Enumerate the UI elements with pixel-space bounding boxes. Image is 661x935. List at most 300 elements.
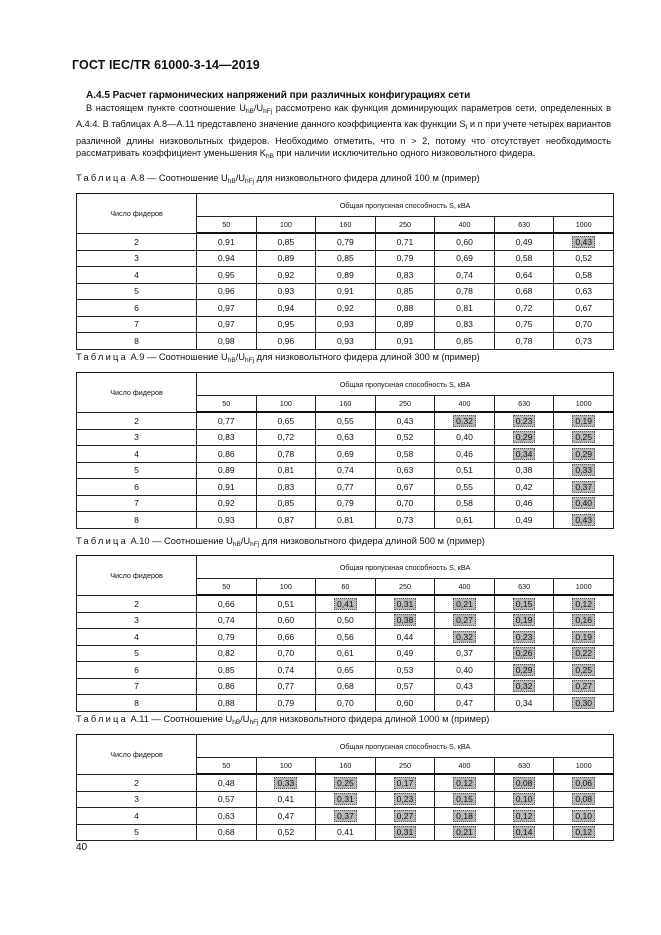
value-cell: [256, 824, 316, 841]
table-row: [77, 629, 614, 646]
value-cell: [316, 250, 376, 267]
value-cell: [554, 412, 614, 429]
value-cell: [435, 791, 495, 808]
column-header: 1000: [554, 217, 614, 234]
value-cell: [494, 808, 554, 825]
table-row: [77, 595, 614, 612]
column-header: 400: [435, 579, 495, 596]
value-text: 0,91: [217, 236, 235, 247]
value-cell: [256, 612, 316, 629]
value-text: 0,33: [274, 777, 297, 789]
value-text: 0,74: [456, 269, 473, 280]
value-text: 0,79: [396, 253, 414, 264]
value-cell: [197, 791, 257, 808]
value-text: 0,49: [396, 648, 414, 659]
table-row: [77, 645, 614, 662]
value-cell: [256, 512, 316, 529]
value-cell: [197, 446, 257, 463]
value-text: 0,43: [572, 236, 595, 248]
table-row: [77, 316, 614, 333]
value-text: 0,71: [396, 236, 414, 247]
value-cell: [554, 662, 614, 679]
value-text: 0,16: [572, 614, 595, 626]
feeder-count-cell: 3: [77, 250, 197, 267]
row-header-cell: Число фидеров: [77, 556, 197, 596]
column-header: 1000: [554, 579, 614, 596]
value-text: 0,91: [396, 335, 414, 346]
value-text: 0,69: [456, 253, 473, 264]
column-header: 100: [256, 579, 316, 596]
value-cell: [375, 612, 435, 629]
value-text: 0,85: [456, 335, 473, 346]
value-text: 0,70: [575, 319, 593, 330]
value-cell: [435, 512, 495, 529]
value-cell: [435, 233, 495, 250]
feeder-count-cell: 4: [77, 629, 197, 646]
value-cell: [435, 662, 495, 679]
caption-sub-1: hB: [232, 719, 241, 726]
value-text: 0,86: [217, 448, 235, 459]
value-cell: [435, 595, 495, 612]
value-cell: [375, 645, 435, 662]
column-header: 400: [435, 758, 495, 775]
value-cell: [494, 429, 554, 446]
value-cell: [375, 333, 435, 350]
value-cell: [375, 662, 435, 679]
caption-text: — Соотношение U: [152, 536, 233, 546]
para-text-5: при наличии исключительно одного низковольтного фидера.: [273, 147, 536, 158]
value-cell: [554, 479, 614, 496]
value-cell: [316, 774, 376, 791]
value-text: 0,63: [217, 810, 235, 821]
feeder-count-cell: 2: [77, 233, 197, 250]
value-text: 0,29: [572, 448, 595, 460]
value-text: 0,74: [337, 465, 354, 476]
feeder-count-cell: 7: [77, 678, 197, 695]
column-group-header: Общая пропускная способность S, кВА: [197, 194, 614, 217]
header-row: [77, 735, 614, 758]
caption-end: для низковольтного фидера длиной 1000 м (пример): [258, 714, 490, 724]
column-group-header: Общая пропускная способность S, кВА: [197, 556, 614, 579]
value-cell: [494, 791, 554, 808]
page-number: 40: [76, 842, 88, 853]
value-cell: [197, 595, 257, 612]
value-text: 0,29: [513, 664, 536, 676]
table-row: [77, 495, 614, 512]
value-text: 0,23: [394, 793, 417, 805]
value-text: 0,10: [513, 793, 536, 805]
value-text: 0,78: [515, 335, 533, 346]
value-cell: [316, 333, 376, 350]
value-cell: [197, 316, 257, 333]
value-text: 0,22: [572, 647, 595, 659]
value-cell: [316, 479, 376, 496]
value-cell: [197, 774, 257, 791]
value-cell: [435, 283, 495, 300]
feeder-count-cell: 3: [77, 429, 197, 446]
feeder-count-cell: 8: [77, 333, 197, 350]
value-cell: [256, 629, 316, 646]
column-header: 250: [375, 579, 435, 596]
para-sub-3: t: [465, 124, 468, 132]
feeder-count-cell: 5: [77, 283, 197, 300]
value-cell: [197, 678, 257, 695]
value-text: 0,47: [277, 810, 295, 821]
value-cell: [554, 595, 614, 612]
value-cell: [316, 462, 376, 479]
column-header: 160: [316, 217, 376, 234]
value-text: 0,58: [575, 269, 593, 280]
feeder-count-cell: 6: [77, 479, 197, 496]
value-cell: [494, 774, 554, 791]
caption-word: Таблица: [76, 352, 128, 362]
value-cell: [435, 695, 495, 712]
value-cell: [375, 791, 435, 808]
value-cell: [494, 495, 554, 512]
value-text: 0,34: [515, 697, 533, 708]
value-text: 0,83: [217, 432, 235, 443]
column-header: 250: [375, 396, 435, 413]
caption-sub-2: hFj: [250, 541, 260, 548]
value-cell: [435, 808, 495, 825]
feeder-count-cell: 2: [77, 774, 197, 791]
value-cell: [494, 595, 554, 612]
value-cell: [256, 316, 316, 333]
value-text: 0,60: [277, 615, 295, 626]
value-cell: [375, 429, 435, 446]
value-cell: [316, 678, 376, 695]
value-text: 0,81: [337, 514, 354, 525]
value-text: 0,19: [572, 631, 595, 643]
value-cell: [554, 316, 614, 333]
feeder-count-cell: 8: [77, 512, 197, 529]
value-text: 0,83: [396, 269, 414, 280]
value-text: 0,95: [217, 269, 235, 280]
header-row: [77, 556, 614, 579]
value-cell: [375, 462, 435, 479]
value-text: 0,43: [572, 514, 595, 526]
value-cell: [375, 678, 435, 695]
value-text: 0,81: [456, 302, 473, 313]
value-text: 0,38: [394, 614, 417, 626]
value-cell: [375, 629, 435, 646]
caption-number: А.10: [130, 536, 150, 546]
column-header: 400: [435, 396, 495, 413]
para-text-3: рассмотрено как функция доминирующих параметров сети, определенных в А.4.4. В таблицах А.8—А.11 представлено значение данного коэффициента как функции S: [76, 103, 611, 130]
value-cell: [554, 446, 614, 463]
value-cell: [494, 233, 554, 250]
value-cell: [435, 824, 495, 841]
value-text: 0,48: [217, 777, 235, 788]
value-text: 0,83: [277, 481, 295, 492]
value-cell: [197, 429, 257, 446]
caption-sub-1: hB: [232, 541, 241, 548]
value-text: 0,75: [515, 319, 533, 330]
value-cell: [435, 300, 495, 317]
table-row: [77, 250, 614, 267]
value-text: 0,15: [513, 598, 536, 610]
value-text: 0,25: [572, 664, 595, 676]
value-cell: [494, 512, 554, 529]
value-cell: [316, 824, 376, 841]
value-cell: [256, 300, 316, 317]
column-header: 630: [494, 579, 554, 596]
table-row: [77, 412, 614, 429]
value-cell: [197, 250, 257, 267]
value-cell: [197, 824, 257, 841]
feeder-count-cell: 6: [77, 300, 197, 317]
value-cell: [375, 495, 435, 512]
caption-text: — Соотношение U: [151, 714, 233, 724]
value-text: 0,25: [572, 431, 595, 443]
value-cell: [435, 774, 495, 791]
table-row: [77, 479, 614, 496]
value-text: 0,37: [456, 648, 473, 659]
document-header: ГОСТ IEC/TR 61000-3-14—2019: [72, 58, 260, 72]
value-text: 0,70: [277, 648, 295, 659]
table-row: [77, 333, 614, 350]
caption-text: — Соотношение U: [147, 352, 228, 362]
value-cell: [494, 333, 554, 350]
value-text: 0,61: [456, 514, 473, 525]
value-cell: [494, 662, 554, 679]
value-text: 0,89: [277, 253, 295, 264]
value-text: 0,23: [513, 415, 536, 427]
value-cell: [375, 300, 435, 317]
value-text: 0,63: [396, 465, 414, 476]
caption-sub-2: hFj: [245, 178, 255, 185]
value-text: 0,37: [572, 481, 595, 493]
value-cell: [554, 283, 614, 300]
value-text: 0,77: [337, 481, 354, 492]
value-text: 0,57: [396, 681, 414, 692]
value-text: 0,41: [334, 598, 357, 610]
value-text: 0,72: [515, 302, 533, 313]
table-caption: [76, 536, 485, 548]
header-row: [77, 194, 614, 217]
value-cell: [435, 462, 495, 479]
value-text: 0,94: [217, 253, 235, 264]
value-cell: [316, 791, 376, 808]
value-cell: [256, 283, 316, 300]
column-header: 630: [494, 217, 554, 234]
value-text: 0,70: [396, 498, 414, 509]
value-cell: [554, 267, 614, 284]
value-cell: [375, 316, 435, 333]
column-header: 100: [256, 396, 316, 413]
caption-mid: /U: [240, 714, 250, 724]
value-text: 0,58: [515, 253, 533, 264]
value-text: 0,31: [334, 793, 357, 805]
value-cell: [375, 250, 435, 267]
caption-word: Таблица: [76, 714, 128, 724]
value-cell: [494, 283, 554, 300]
value-text: 0,93: [337, 335, 354, 346]
value-cell: [197, 479, 257, 496]
caption-sub-1: hB: [227, 178, 236, 185]
caption-end: для низковольтного фидера длиной 300 м (пример): [254, 352, 480, 362]
value-cell: [197, 695, 257, 712]
feeder-count-cell: 5: [77, 462, 197, 479]
value-cell: [435, 479, 495, 496]
column-header: 50: [197, 579, 257, 596]
feeder-count-cell: 2: [77, 595, 197, 612]
value-cell: [435, 429, 495, 446]
table-row: [77, 446, 614, 463]
value-cell: [435, 316, 495, 333]
value-cell: [256, 333, 316, 350]
value-cell: [375, 446, 435, 463]
value-cell: [554, 695, 614, 712]
value-text: 0,60: [396, 697, 414, 708]
value-cell: [316, 612, 376, 629]
feeder-count-cell: 6: [77, 662, 197, 679]
value-cell: [554, 824, 614, 841]
value-cell: [554, 678, 614, 695]
value-cell: [554, 512, 614, 529]
value-text: 0,51: [277, 598, 295, 609]
column-header: 250: [375, 217, 435, 234]
para-text-2: /U: [253, 103, 264, 113]
value-cell: [375, 595, 435, 612]
feeder-count-cell: 2: [77, 412, 197, 429]
value-cell: [256, 774, 316, 791]
value-cell: [375, 412, 435, 429]
value-text: 0,77: [277, 681, 295, 692]
value-cell: [316, 629, 376, 646]
value-cell: [256, 808, 316, 825]
value-cell: [256, 462, 316, 479]
value-cell: [494, 645, 554, 662]
caption-text: — Соотношение U: [147, 173, 228, 183]
value-cell: [554, 791, 614, 808]
column-group-header: Общая пропускная способность S, кВА: [197, 735, 614, 758]
value-text: 0,65: [277, 415, 295, 426]
table-row: [77, 512, 614, 529]
table-row: [77, 808, 614, 825]
value-text: 0,96: [277, 335, 295, 346]
value-text: 0,37: [334, 810, 357, 822]
value-text: 0,27: [572, 680, 595, 692]
value-cell: [256, 412, 316, 429]
value-text: 0,65: [337, 664, 354, 675]
value-text: 0,49: [515, 514, 533, 525]
value-cell: [435, 645, 495, 662]
value-cell: [197, 283, 257, 300]
value-cell: [316, 512, 376, 529]
value-cell: [494, 300, 554, 317]
value-cell: [435, 267, 495, 284]
value-text: 0,27: [453, 614, 476, 626]
value-cell: [256, 479, 316, 496]
caption-word: Таблица: [76, 536, 128, 546]
value-text: 0,49: [515, 236, 533, 247]
caption-mid: /U: [235, 173, 245, 183]
value-text: 0,17: [394, 777, 417, 789]
value-text: 0,25: [334, 777, 357, 789]
value-text: 0,96: [217, 286, 235, 297]
value-cell: [554, 250, 614, 267]
value-text: 0,51: [456, 465, 473, 476]
feeder-count-cell: 8: [77, 695, 197, 712]
value-cell: [197, 629, 257, 646]
value-text: 0,31: [394, 826, 417, 838]
value-cell: [316, 412, 376, 429]
value-text: 0,44: [396, 631, 414, 642]
value-text: 0,95: [277, 319, 295, 330]
value-cell: [435, 446, 495, 463]
value-text: 0,52: [396, 432, 414, 443]
value-cell: [375, 808, 435, 825]
table-row: [77, 612, 614, 629]
value-cell: [494, 678, 554, 695]
section-paragraph: [76, 102, 611, 163]
value-cell: [316, 267, 376, 284]
value-cell: [316, 662, 376, 679]
value-text: 0,89: [337, 269, 354, 280]
value-cell: [494, 412, 554, 429]
value-text: 0,73: [396, 514, 414, 525]
caption-word: Таблица: [76, 173, 128, 183]
value-text: 0,32: [513, 680, 536, 692]
value-text: 0,50: [337, 615, 354, 626]
value-cell: [316, 446, 376, 463]
column-header: 50: [197, 758, 257, 775]
value-cell: [197, 300, 257, 317]
value-text: 0,10: [572, 810, 595, 822]
caption-end: для низковольтного фидера длиной 100 м (пример): [254, 173, 480, 183]
value-cell: [256, 645, 316, 662]
value-text: 0,74: [277, 664, 295, 675]
value-text: 0,63: [337, 432, 354, 443]
value-text: 0,79: [337, 236, 354, 247]
value-cell: [256, 791, 316, 808]
value-cell: [197, 412, 257, 429]
value-text: 0,88: [396, 302, 414, 313]
value-cell: [197, 333, 257, 350]
feeder-count-cell: 3: [77, 612, 197, 629]
value-cell: [256, 595, 316, 612]
value-text: 0,55: [456, 481, 473, 492]
feeder-count-cell: 4: [77, 446, 197, 463]
data-table: [76, 555, 614, 712]
value-cell: [375, 267, 435, 284]
value-text: 0,92: [337, 302, 354, 313]
value-cell: [494, 250, 554, 267]
para-sub-1: hB: [245, 108, 254, 115]
value-text: 0,93: [337, 319, 354, 330]
section-title: А.4.5 Расчет гармонических напряжений при различных конфигурациях сети: [86, 90, 471, 101]
feeder-count-cell: 5: [77, 645, 197, 662]
value-text: 0,64: [515, 269, 533, 280]
value-cell: [494, 316, 554, 333]
value-cell: [316, 283, 376, 300]
value-text: 0,79: [337, 498, 354, 509]
value-text: 0,34: [513, 448, 536, 460]
data-table: [76, 734, 614, 841]
value-text: 0,67: [396, 481, 414, 492]
column-header: 630: [494, 396, 554, 413]
value-text: 0,40: [456, 664, 473, 675]
value-text: 0,85: [337, 253, 354, 264]
value-text: 0,12: [572, 826, 595, 838]
table-caption: [76, 173, 480, 185]
value-cell: [494, 462, 554, 479]
value-text: 0,92: [217, 498, 235, 509]
value-cell: [554, 612, 614, 629]
value-cell: [197, 662, 257, 679]
value-text: 0,27: [394, 810, 417, 822]
